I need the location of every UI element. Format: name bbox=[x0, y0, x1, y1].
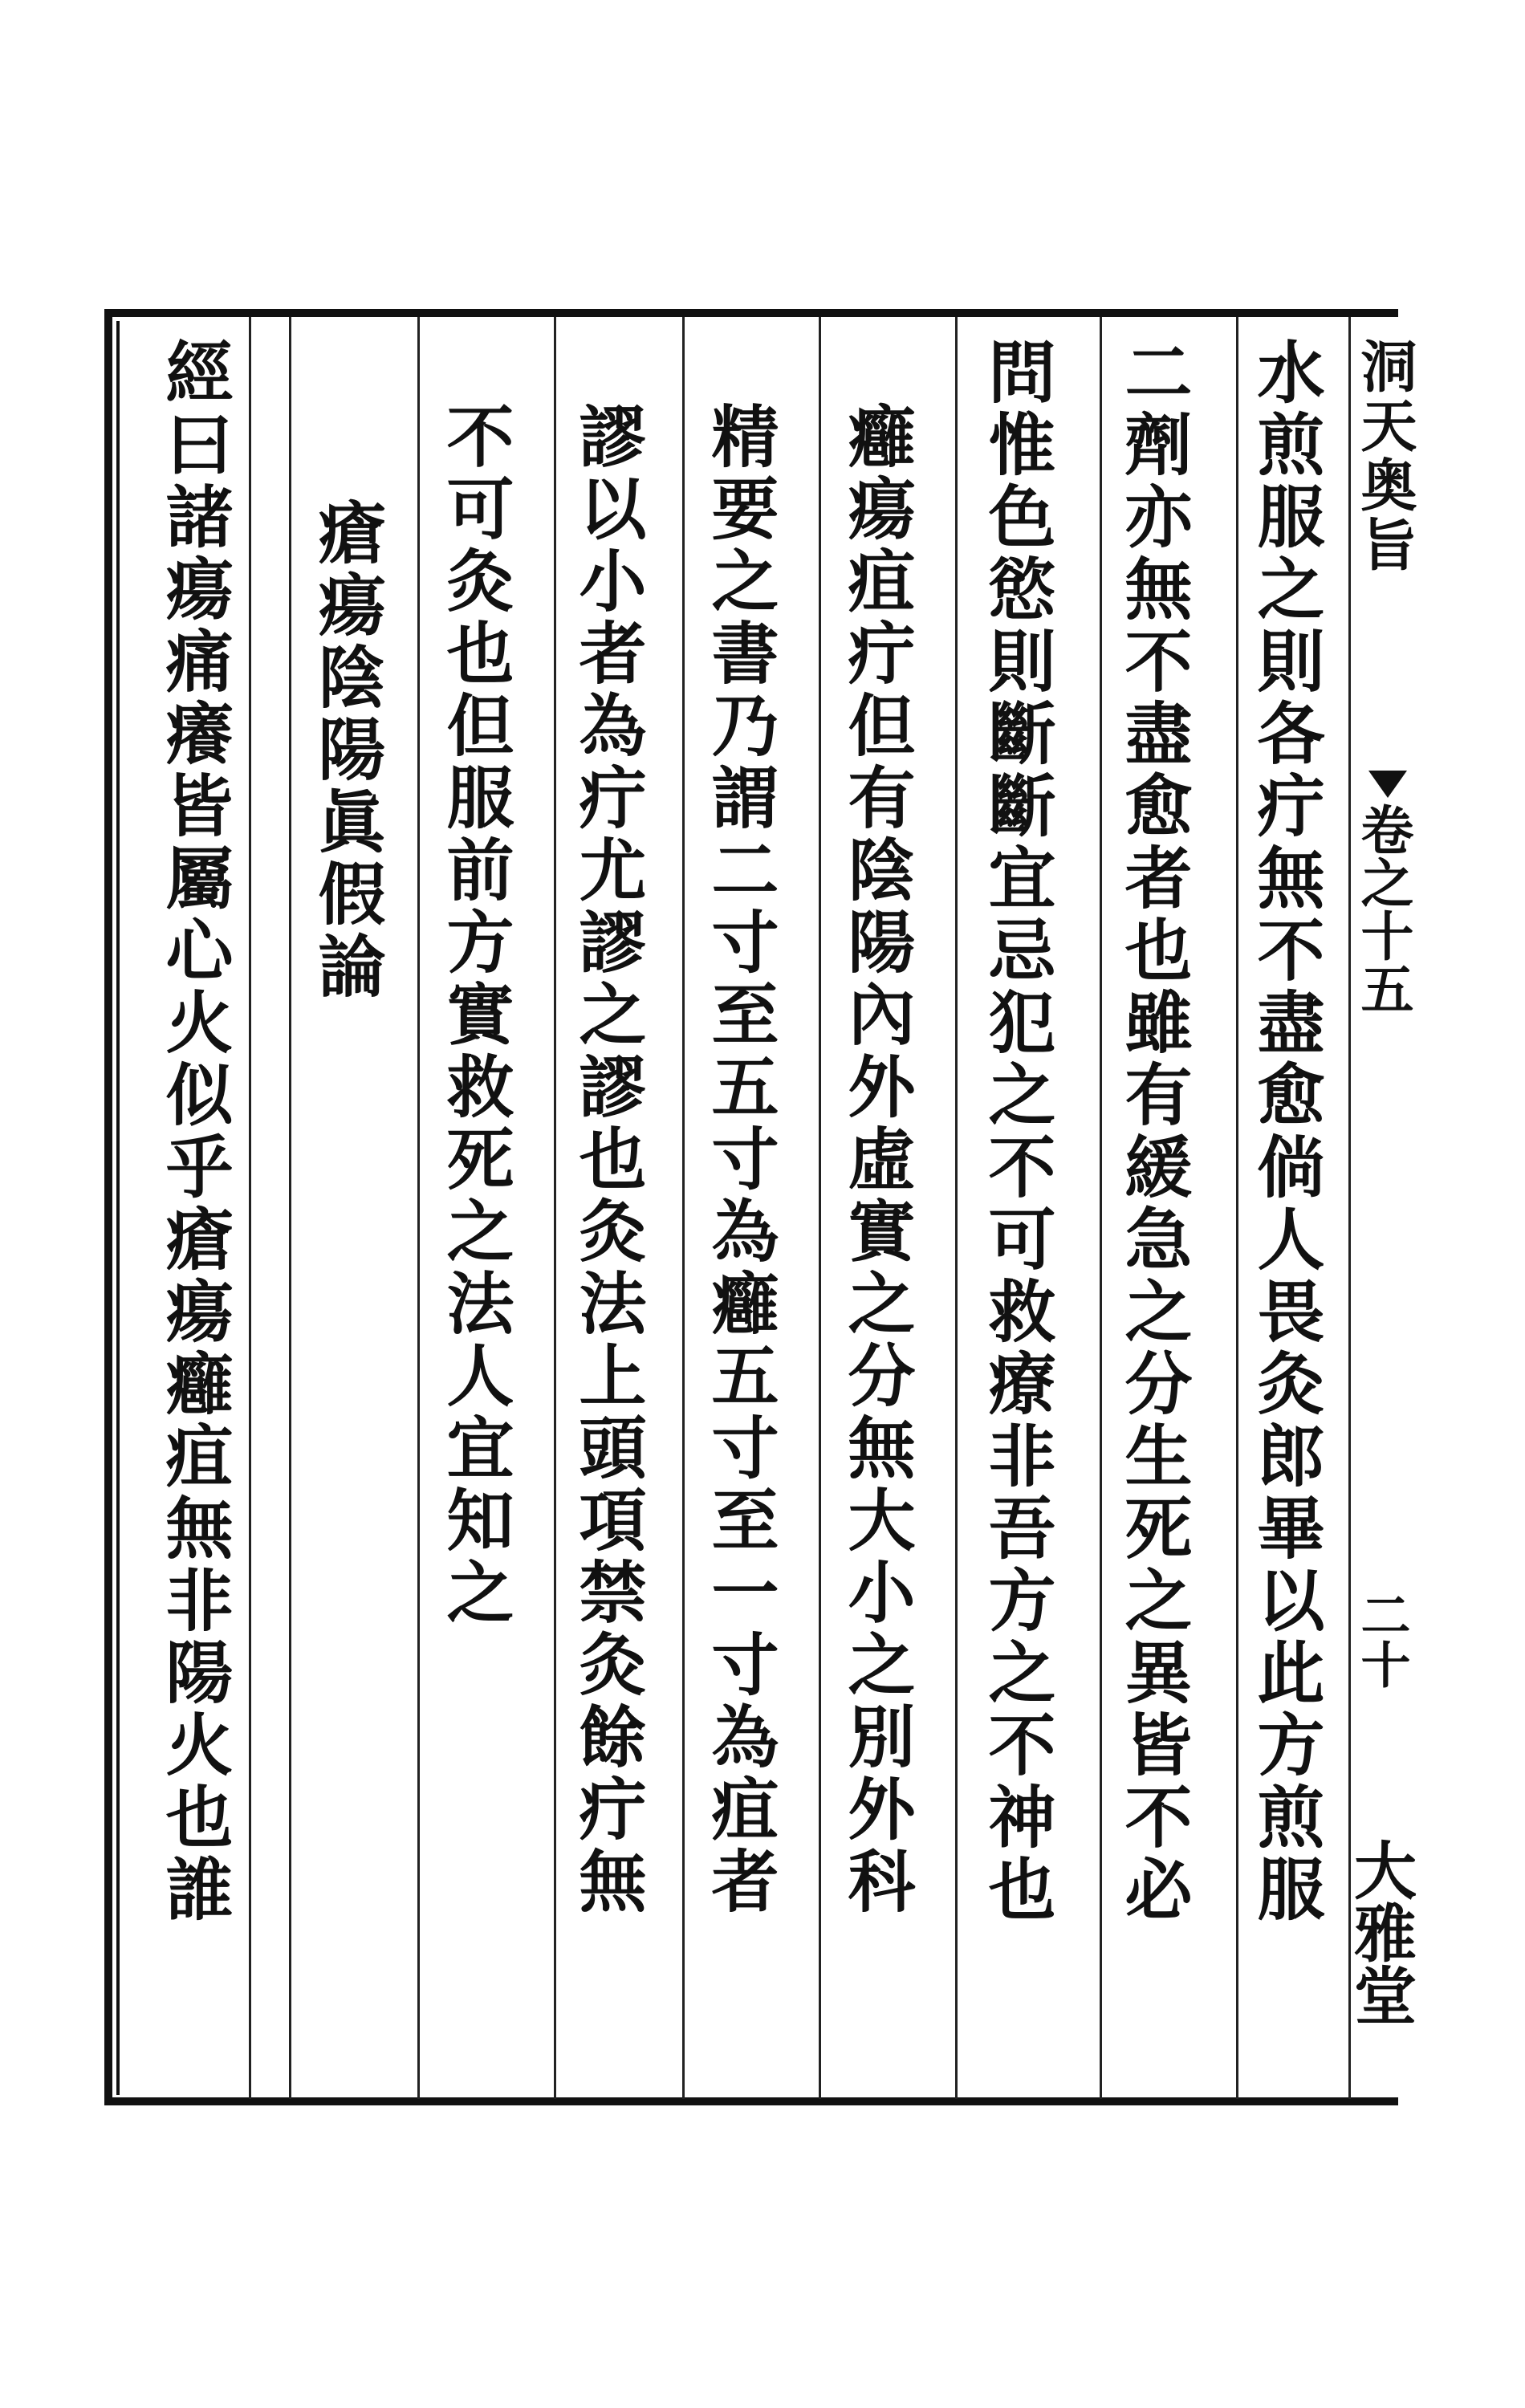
column-rule bbox=[819, 317, 821, 2099]
text-column-3: 問惟色慾則斷斷宜忌犯之不可救療非吾方之不神也 bbox=[978, 337, 1057, 1926]
column-rule bbox=[955, 317, 958, 2099]
column-rule bbox=[1236, 317, 1238, 2099]
text-column-6: 謬以小者為疔尤謬之謬也灸法上頭項禁灸餘疔無 bbox=[568, 401, 648, 1918]
text-column-2: 二劑亦無不盡愈者也雖有緩急之分生死之異皆不必 bbox=[1114, 337, 1194, 1926]
column-rule bbox=[682, 317, 685, 2099]
running-header: 洞天奥旨 bbox=[1352, 337, 1418, 575]
section-heading: 瘡瘍陰陽眞假論 bbox=[307, 498, 387, 1003]
publisher-name: 大雅堂 bbox=[1344, 1838, 1417, 2026]
column-rule bbox=[554, 317, 556, 2099]
juan-number: 卷之十五 bbox=[1352, 803, 1414, 1015]
column-rule bbox=[1100, 317, 1102, 2099]
text-column-1: 水煎服之則各疔無不盡愈倘人畏灸郎畢以此方煎服 bbox=[1246, 337, 1326, 1926]
column-rule bbox=[1348, 317, 1351, 2099]
column-rule bbox=[417, 317, 420, 2099]
column-rule bbox=[249, 317, 251, 2099]
text-column-8: 經曰諸瘍痛癢皆屬心火似乎瘡瘍癰疽無非陽火也誰 bbox=[155, 337, 234, 1926]
column-rule bbox=[289, 317, 291, 2099]
border-inner-line bbox=[116, 321, 120, 2095]
page-margin-strip bbox=[1364, 309, 1405, 2105]
text-column-4: 癰瘍疽疔但有陰陽內外虛實之分無大小之別外科 bbox=[837, 401, 917, 1918]
text-column-5: 精要之書乃謂二寸至五寸為癰五寸至一寸為疽者 bbox=[701, 401, 780, 1918]
text-column-7: 不可灸也但服前方實救死之法人宜知之 bbox=[436, 401, 515, 1629]
folio-number: 二十 bbox=[1352, 1589, 1411, 1689]
fishtail-mark bbox=[1368, 771, 1407, 798]
